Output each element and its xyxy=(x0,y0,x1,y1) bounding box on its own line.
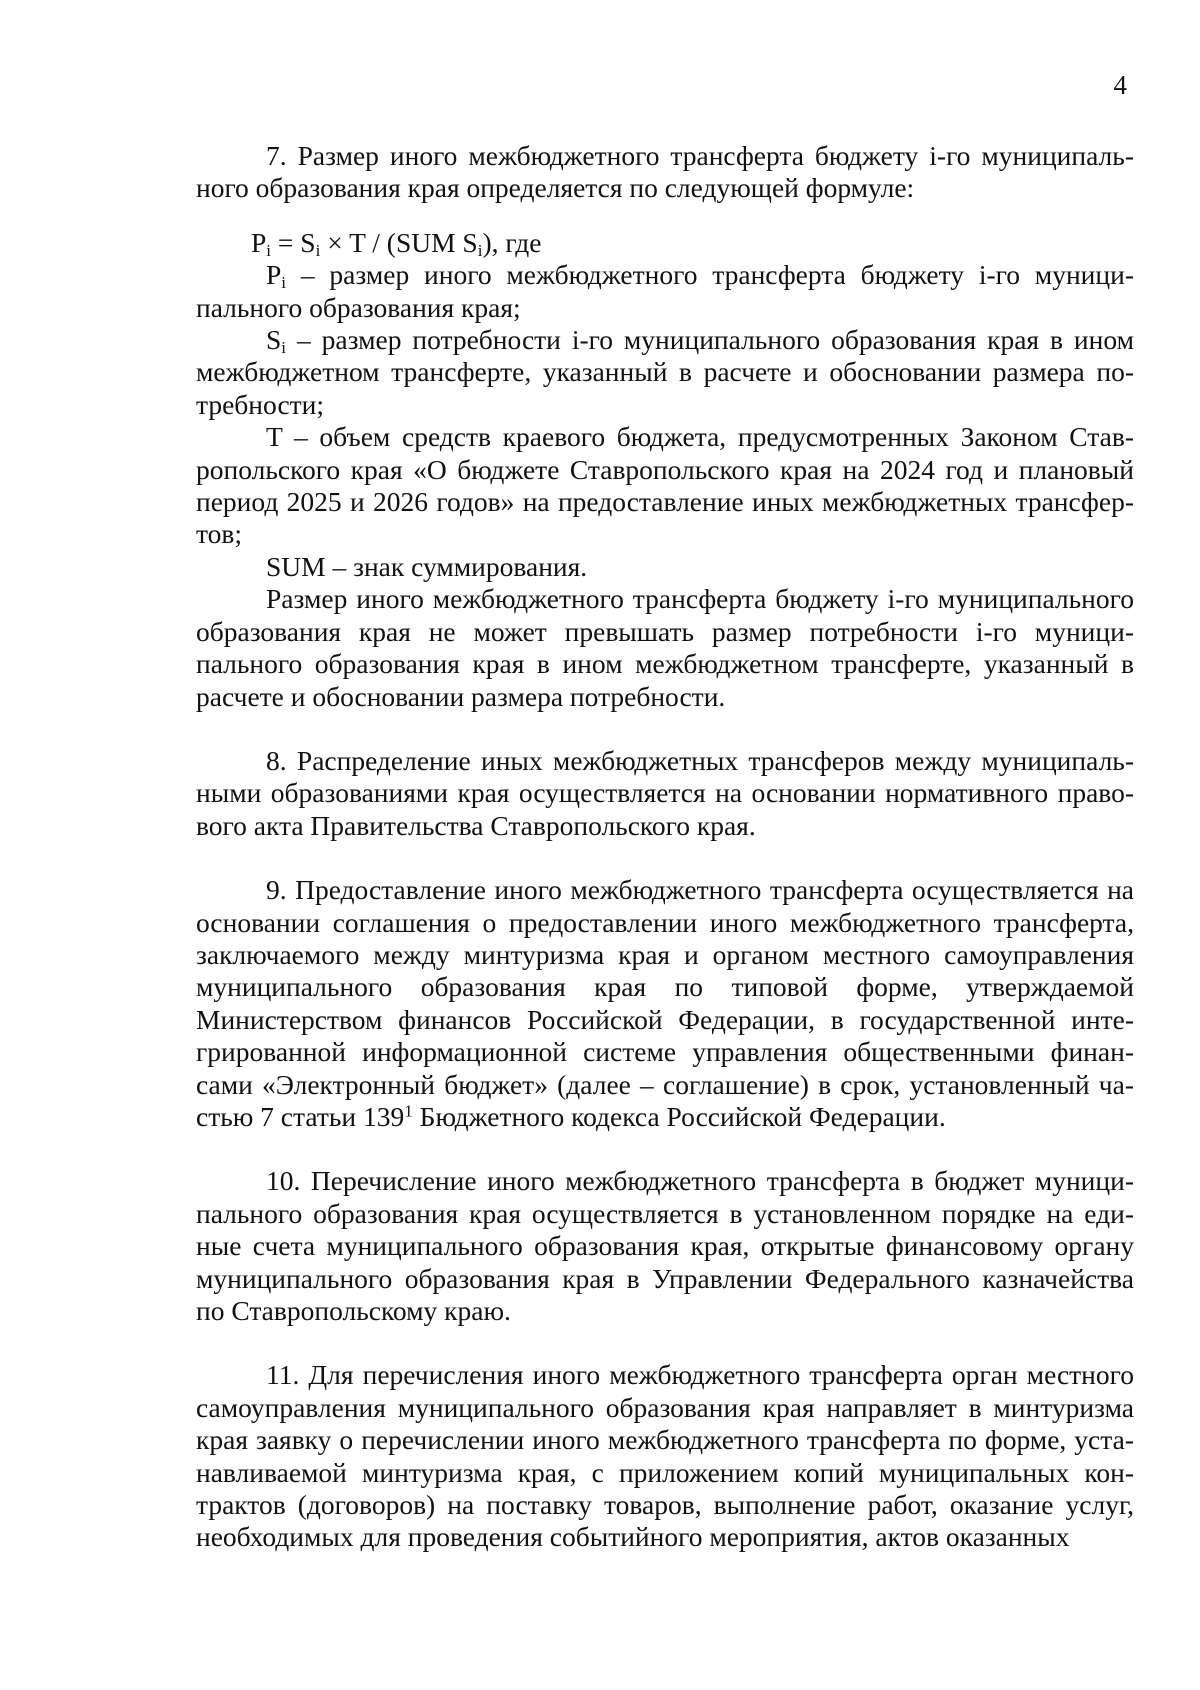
section-9 xyxy=(196,874,1134,1133)
formula-s: S xyxy=(300,226,316,258)
var-s: S xyxy=(266,324,282,356)
section-11: 11. Для перечисления иного межбюджетного трансферта орган местного самоуправления муниципального образования края направляет в минтуризма края заявку о перечислении иного межбюджетного трансферта по форме, устанавливаемой минтуризма края, с приложением копий муниципальных контрактов (договоров) на поставку товаров, выполнение работ, оказание услуг, необходимых для проведения событийного мероприятия, актов оказанных xyxy=(196,1359,1134,1553)
limit-paragraph: Размер иного межбюджетного трансферта бюджету i-го муниципального образования края не может превышать размер потребности i-го муниципального образования края в ином межбюджетном трансферте, указанный в расчете и обосновании размера потребности. xyxy=(196,583,1134,712)
formula-sub-i: i xyxy=(266,240,272,260)
section-8: 8. Распределение иных межбюджетных трансферов между муниципальными образованиями края осуществляется на основании нормативного правового акта Правительства Ставропольского края. xyxy=(196,744,1134,841)
section-7-intro: 7. Размер иного межбюджетного трансферта бюджету i-го муниципального образования края определяется по следующей формуле: xyxy=(196,140,1134,204)
formula-p: P xyxy=(251,226,267,258)
definition-s xyxy=(196,324,1134,421)
sub-i: i xyxy=(281,272,287,292)
section-9-tail: Бюджетного кодекса Российской Федерации. xyxy=(412,1100,946,1132)
definition-t: T – объем средств краевого бюджета, предусмотренных Законом Ставропольского края «О бюджете Ставропольского края на 2024 год и плановый период 2025 и 2026 годов» на предоставление иных межбюджетных трансфертов; xyxy=(196,421,1134,550)
page-number: 4 xyxy=(1113,70,1127,100)
var-p: P xyxy=(266,259,282,291)
formula-sub-i: i xyxy=(477,240,483,260)
definition-sum: SUM – знак суммирования. xyxy=(266,550,588,582)
section-10: 10. Перечисление иного межбюджетного трансферта в бюджет муниципального образования края осуществляется в установленном порядке на единые счета муниципального образования края, открытые финансовому органу муниципального образования края в Управлении Федерального казначейства по Ставропольскому краю. xyxy=(196,1165,1134,1326)
formula-s2: S xyxy=(462,226,478,258)
definition-p xyxy=(196,259,1134,324)
document-body xyxy=(196,140,1134,1554)
formula-eq: = xyxy=(271,226,301,258)
sub-i: i xyxy=(281,337,287,357)
section-9-text: 9. Предоставление иного межбюджетного трансферта осуществляется на основании соглашения о предоставлении иного межбюджетного трансферта, заключаемого между минтуризма края и органом местного самоуправления муниципального образования края по типовой форме, утверждаемой Министерством финансов Российской Федерации, в государственной интегрированной информационной системе управления общественными финансами «Электронный бюджет» (далее – соглашение) в срок, установленный частью 7 статьи 139 xyxy=(196,874,1134,1132)
formula xyxy=(196,227,1134,259)
formula-sub-i: i xyxy=(315,240,321,260)
formula-times-t: × T / (SUM xyxy=(320,226,463,258)
formula-close: ), где xyxy=(482,226,542,258)
definition-s-text: – размер потребности i-го муниципального образования края в ином межбюджетном трансферте, указанный в расчете и обосновании размера потребности; xyxy=(196,324,1134,420)
superscript-1: 1 xyxy=(404,1101,413,1121)
definition-p-text: – размер иного межбюджетного трансферта бюджету i-го муниципального образования края; xyxy=(196,259,1134,323)
